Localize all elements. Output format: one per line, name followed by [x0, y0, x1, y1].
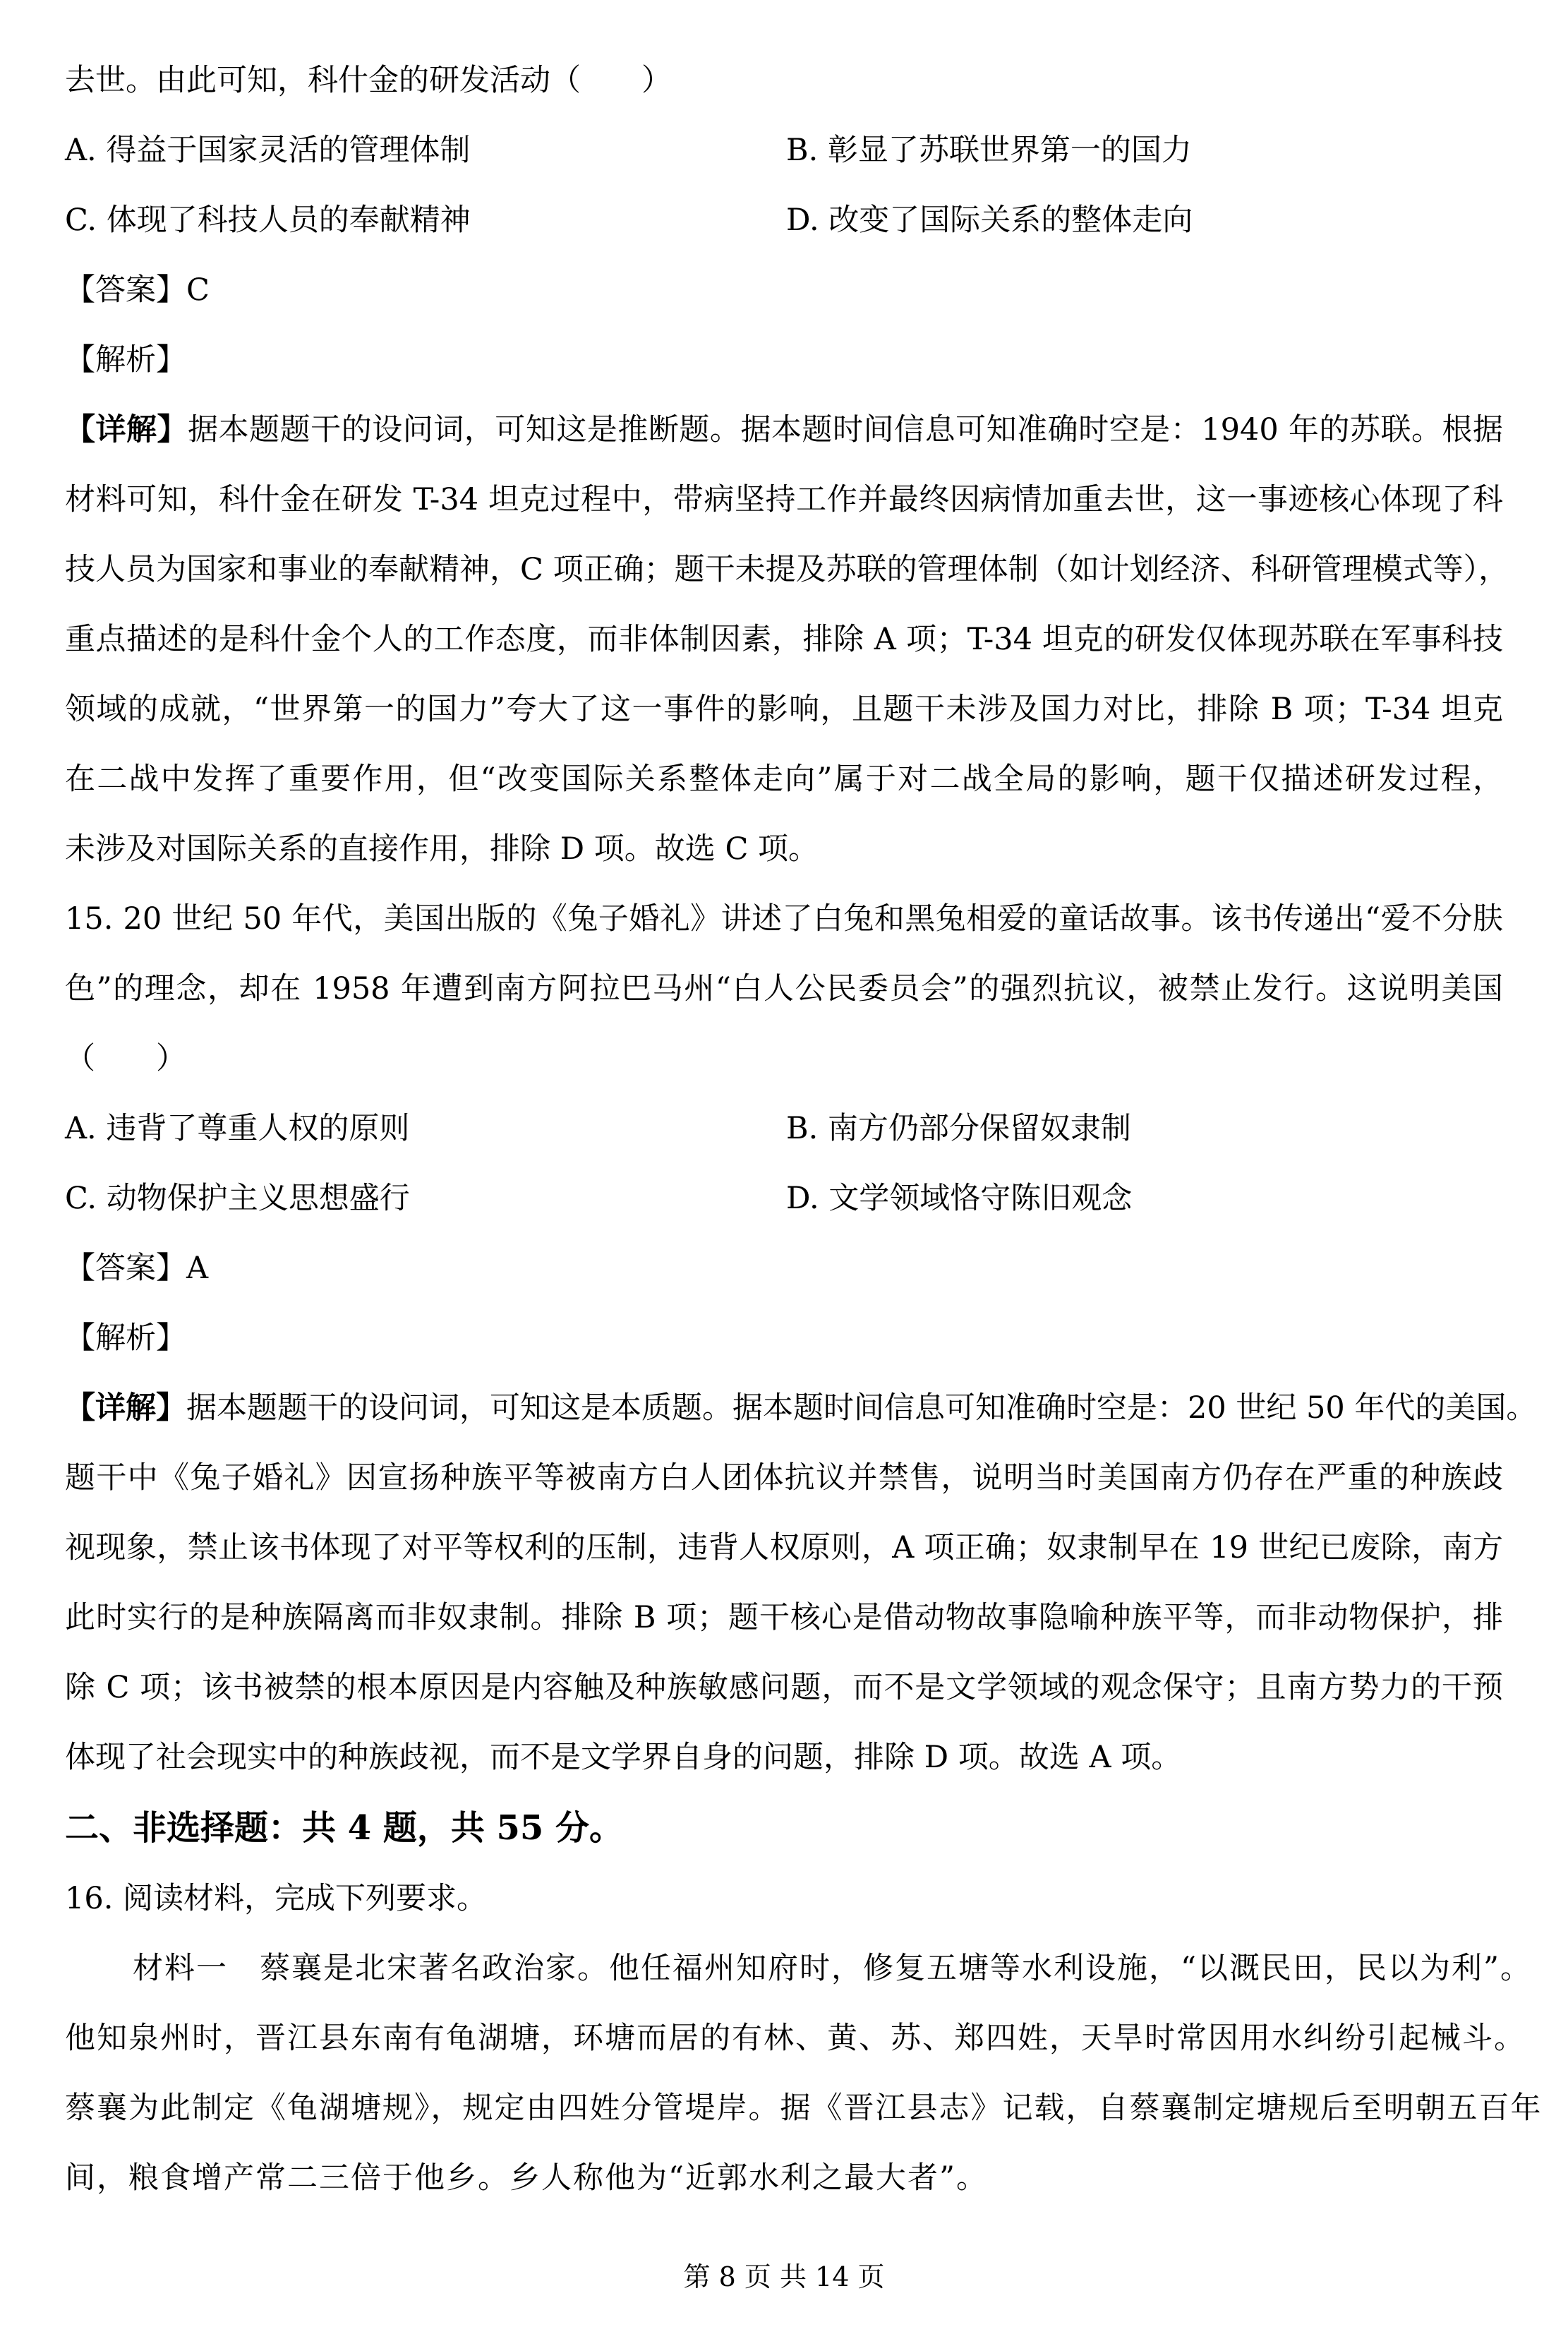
q15-option-d: D. 文学领域恪守陈旧观念 [786, 1181, 1133, 1216]
answer-value: C [186, 272, 210, 308]
q15-detail-line-6: 体现了社会现实中的种族歧视，而不是文学界自身的问题，排除 D 项。故选 A 项。 [65, 1740, 1182, 1775]
q15-detail-line-2: 题干中《兔子婚礼》因宣扬种族平等被南方白人团体抗议并禁售，说明当时美国南方仍存在严重的种族歧 [65, 1460, 1503, 1496]
detail-label: 【详解】 [65, 412, 188, 447]
q14-option-b: B. 彰显了苏联世界第一的国力 [786, 133, 1192, 168]
q14-stem-tail: 去世。由此可知，科什金的研发活动（ ） [65, 63, 672, 98]
q15-stem-line-3: （ ） [65, 1041, 186, 1076]
q15-option-b: B. 南方仍部分保留奴隶制 [786, 1111, 1131, 1146]
answer-label: 【答案】 [65, 1251, 186, 1286]
q16-material-line-1: 材料一 蔡襄是北宋著名政治家。他任福州知府时，修复五塘等水利设施，“以溉民田，民以为利”。 [133, 1951, 1532, 1986]
q15-detail-line-4: 此时实行的是种族隔离而非奴隶制。排除 B 项；题干核心是借动物故事隐喻种族平等，而非动物保护，排 [65, 1600, 1503, 1635]
q14-option-a: A. 得益于国家灵活的管理体制 [65, 133, 471, 168]
page-footer: 第 8 页 共 14 页 [683, 2261, 885, 2292]
q16-material-line-3: 蔡襄为此制定《龟湖塘规》，规定由四姓分管堤岸。据《晋江县志》记载，自蔡襄制定塘规后至明朝五百年 [65, 2091, 1543, 2126]
q16-material-line-4: 间，粮食增产常二三倍于他乡。乡人称他为“近郭水利之最大者”。 [65, 2160, 988, 2196]
q15-stem-line-2: 色”的理念，却在 1958 年遭到南方阿拉巴马州“白人公民委员会”的强烈抗议，被禁止发行。这说明美国 [65, 971, 1503, 1006]
q14-detail-line-3: 技人员为国家和事业的奉献精神，C 项正确；题干未提及苏联的管理体制（如计划经济、科研管理模式等）， [65, 552, 1509, 587]
q14-answer [65, 270, 210, 310]
q14-detail-line-4: 重点描述的是科什金个人的工作态度，而非体制因素，排除 A 项；T-34 坦克的研发仅体现苏联在军事科技 [65, 622, 1503, 657]
q15-option-c: C. 动物保护主义思想盛行 [65, 1181, 410, 1216]
q14-option-c: C. 体现了科技人员的奉献精神 [65, 203, 471, 238]
q14-detail-line-7: 未涉及对国际关系的直接作用，排除 D 项。故选 C 项。 [65, 831, 819, 867]
q14-detail-line-1 [65, 410, 1503, 450]
q15-option-a: A. 违背了尊重人权的原则 [65, 1111, 410, 1146]
q15-analysis-label: 【解析】 [65, 1321, 186, 1356]
q15-detail-line-1 [65, 1388, 1537, 1428]
section-title: 二、非选择题：共 4 题，共 55 分。 [65, 1808, 624, 1848]
q16-intro: 16. 阅读材料，完成下列要求。 [65, 1881, 488, 1916]
q14-detail-line-6: 在二战中发挥了重要作用，但“改变国际关系整体走向”属于对二战全局的影响，题干仅描述研发过程， [65, 762, 1503, 797]
detail-text: 据本题题干的设问词，可知这是本质题。据本题时间信息可知准确时空是：20 世纪 50 年代的美国。 [186, 1390, 1537, 1426]
detail-label: 【详解】 [65, 1390, 186, 1426]
q15-detail-line-3: 视现象，禁止该书体现了对平等权利的压制，违背人权原则，A 项正确；奴隶制早在 19 世纪已废除，南方 [65, 1530, 1503, 1565]
q15-stem-line-1: 15. 20 世纪 50 年代，美国出版的《兔子婚礼》讲述了白兔和黑兔相爱的童话故事。该书传递出“爱不分肤 [65, 901, 1503, 937]
q14-option-d: D. 改变了国际关系的整体走向 [786, 203, 1193, 238]
q14-detail-line-2: 材料可知，科什金在研发 T-34 坦克过程中，带病坚持工作并最终因病情加重去世，这一事迹核心体现了科 [65, 482, 1503, 517]
q15-answer [65, 1249, 208, 1288]
answer-label: 【答案】 [65, 272, 186, 308]
q15-detail-line-5: 除 C 项；该书被禁的根本原因是内容触及种族敏感问题，而不是文学领域的观念保守；且南方势力的干预 [65, 1670, 1503, 1705]
q14-detail-line-5: 领域的成就，“世界第一的国力”夸大了这一事件的影响，且题干未涉及国力对比，排除 B 项；T-34 坦克 [65, 692, 1503, 727]
q16-material-line-2: 他知泉州时，晋江县东南有龟湖塘，环塘而居的有林、黄、苏、郑四姓，天旱时常因用水纠纷引起械斗。 [65, 2021, 1526, 2056]
q14-analysis-label: 【解析】 [65, 342, 186, 378]
answer-value: A [186, 1251, 209, 1286]
detail-text: 据本题题干的设问词，可知这是推断题。据本题时间信息可知准确时空是：1940 年的苏联。根据 [188, 412, 1504, 447]
